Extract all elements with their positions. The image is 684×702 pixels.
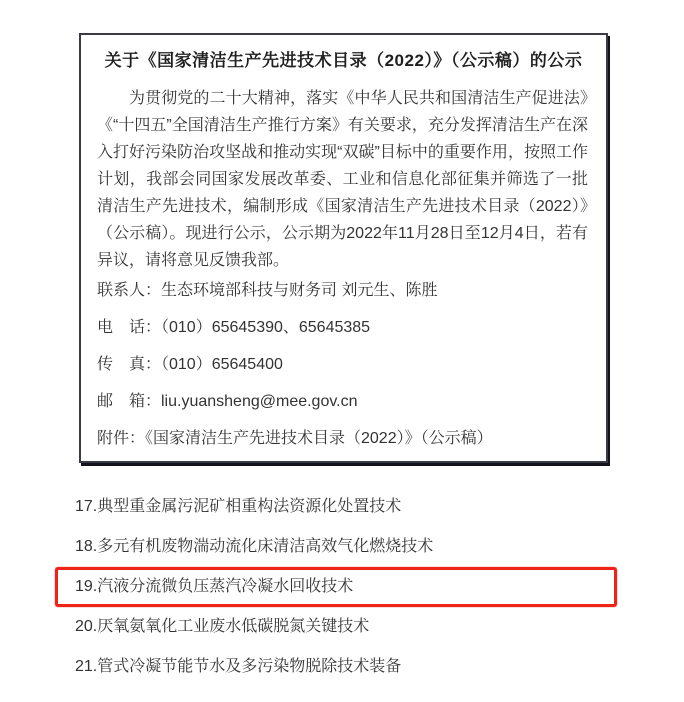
notice-box (79, 33, 608, 463)
notice-body-paragraph: 为贯彻党的二十大精神，落实《中华人民共和国清洁生产促进法》《“十四五”全国清洁生产推行方案》有关要求，充分发挥清洁生产在深入打好污染防治攻坚战和推动实现“双碳”目标中的重要作用，按照工作计划，我部会同国家发展改革委、工业和信息化部征集并筛选了一批清洁生产先进技术，编制形成《国家清洁生产先进技术目录（2022）》（公示稿）。现进行公示，公示期为2022年11月28日至12月4日，若有异议，请将意见反馈我部。 (97, 90, 588, 269)
contact-fax-line: 传 真：（010）65645400 (97, 356, 283, 373)
list-item-17[interactable]: 17.典型重金属污泥矿相重构法资源化处置技术 (75, 498, 402, 515)
technology-list (55, 487, 617, 687)
list-item-18[interactable]: 18.多元有机废物湍动流化床清洁高效气化燃烧技术 (75, 538, 434, 555)
notice-title: 关于《国家清洁生产先进技术目录（2022）》（公示稿）的公示 (104, 51, 583, 70)
contact-person-line: 联系人：生态环境部科技与财务司 刘元生、陈胜 (97, 282, 438, 299)
list-item-19-highlighted[interactable]: 19.汽液分流微负压蒸汽冷凝水回收技术 (55, 567, 617, 607)
contact-phone-line: 电 话：（010）65645390、65645385 (97, 319, 371, 336)
attachment-line: 附件：《国家清洁生产先进技术目录（2022）》（公示稿） (97, 430, 493, 447)
contact-email-line: 邮 箱：liu.yuansheng@mee.gov.cn (97, 393, 358, 410)
list-item-21[interactable]: 21.管式冷凝节能节水及多污染物脱除技术装备 (75, 658, 402, 675)
list-item-20[interactable]: 20.厌氧氨氧化工业废水低碳脱氮关键技术 (75, 618, 370, 635)
